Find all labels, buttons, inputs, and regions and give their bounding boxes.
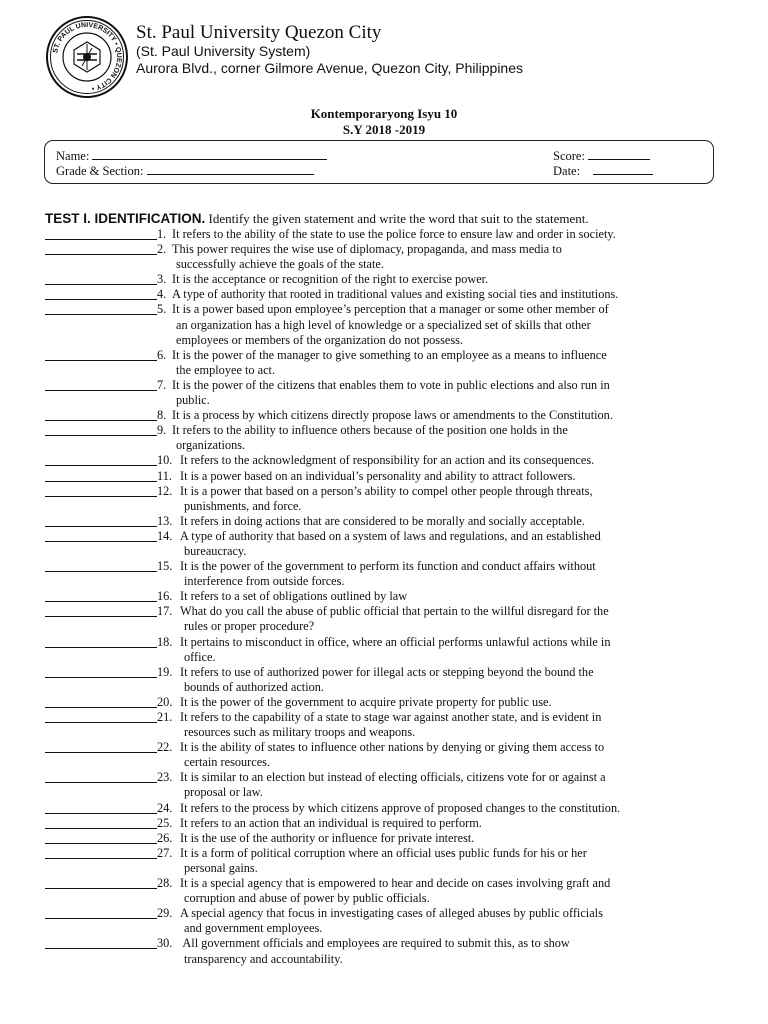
question-item bbox=[45, 801, 735, 816]
answer-blank[interactable] bbox=[45, 695, 157, 708]
question-text-line: What do you call the abuse of public official that pertain to the willful disregard for the bbox=[180, 604, 609, 619]
question-number: 26. bbox=[157, 830, 173, 845]
question-number: 1. bbox=[157, 227, 167, 241]
question-item bbox=[45, 936, 735, 966]
question-text-line: personal gains. bbox=[184, 860, 258, 875]
question-text-line: It refers to the capability of a state to stage war against another state, and is evident in bbox=[180, 710, 602, 724]
answer-blank[interactable] bbox=[45, 559, 157, 572]
question-item bbox=[45, 876, 735, 906]
question-number: 23. bbox=[157, 770, 173, 785]
question-text-line: It is a process by which citizens directly propose laws or amendments to the Constitution. bbox=[172, 408, 613, 423]
question-number: 10. bbox=[157, 453, 173, 468]
answer-blank[interactable] bbox=[45, 272, 157, 285]
answer-blank[interactable] bbox=[45, 529, 157, 542]
question-text-line: organizations. bbox=[176, 438, 246, 453]
question-text-line: an organization has a high level of knowledge or a specialized set of skills that other bbox=[176, 317, 591, 332]
question-text-line: It refers to an action that an individual is required to perform. bbox=[180, 815, 482, 830]
date-label: Date: bbox=[553, 164, 581, 178]
answer-blank[interactable] bbox=[45, 348, 157, 361]
question-text-line: successfully achieve the goals of the state. bbox=[176, 257, 384, 272]
answer-blank[interactable] bbox=[45, 740, 157, 753]
grade-row bbox=[56, 163, 314, 179]
question-text-line: It is a power that based on a person’s ability to compel other people through threats, bbox=[180, 483, 593, 498]
question-item bbox=[45, 589, 735, 604]
question-text-line: A type of authority that based on a system of laws and regulations, and an established bbox=[180, 528, 601, 543]
question-text-line: This power requires the wise use of diplomacy, propaganda, and mass media to bbox=[172, 242, 562, 257]
question-text-line: It is a special agency that is empowered to hear and decide on cases involving graft and bbox=[180, 876, 611, 891]
question-number: 8. bbox=[157, 408, 167, 423]
question-text-line: It refers to the acknowledgment of responsibility for an action and its consequences. bbox=[180, 453, 595, 468]
question-text-line: interference from outside forces. bbox=[184, 574, 345, 589]
question-text-line: employees or members of the organization do not possess. bbox=[176, 332, 463, 347]
question-text-line: It is similar to an election but instead of electing officials, citizens vote for or against a bbox=[180, 770, 606, 785]
student-info-box bbox=[44, 140, 714, 184]
university-seal-logo bbox=[44, 14, 130, 100]
question-text-line: A type of authority that rooted in traditional values and existing social ties and institutions. bbox=[172, 287, 619, 302]
question-item bbox=[45, 665, 735, 695]
question-text-line: the employee to act. bbox=[176, 362, 276, 377]
answer-blank[interactable] bbox=[45, 589, 157, 602]
question-number: 19. bbox=[157, 664, 173, 679]
question-number: 22. bbox=[157, 740, 173, 755]
question-item bbox=[45, 272, 735, 287]
question-text-line: transparency and accountability. bbox=[184, 951, 343, 966]
question-item bbox=[45, 227, 735, 242]
question-item bbox=[45, 484, 735, 514]
answer-blank[interactable] bbox=[45, 710, 157, 723]
answer-blank[interactable] bbox=[45, 816, 157, 829]
answer-blank[interactable] bbox=[45, 831, 157, 844]
question-text-line: It is the power of the manager to give something to an employee as a means to influence bbox=[172, 347, 607, 362]
university-system: (St. Paul University System) bbox=[136, 43, 311, 59]
question-number: 29. bbox=[157, 906, 173, 921]
question-number: 18. bbox=[157, 634, 173, 649]
question-text-line: corruption and abuse of power by public officials. bbox=[184, 891, 430, 906]
question-item bbox=[45, 604, 735, 634]
answer-blank[interactable] bbox=[45, 484, 157, 497]
answer-blank[interactable] bbox=[45, 242, 157, 255]
question-text-line: It is a power based on an individual’s personality and ability to attract followers. bbox=[180, 468, 576, 483]
answer-blank[interactable] bbox=[45, 635, 157, 648]
question-item bbox=[45, 423, 735, 453]
question-item bbox=[45, 831, 735, 846]
answer-blank[interactable] bbox=[45, 846, 157, 859]
grade-label: Grade & Section: bbox=[56, 164, 144, 178]
question-number: 20. bbox=[157, 694, 173, 709]
question-text-line: rules or proper procedure? bbox=[184, 619, 315, 634]
answer-blank[interactable] bbox=[45, 408, 157, 421]
grade-field[interactable] bbox=[147, 163, 314, 175]
answer-blank[interactable] bbox=[45, 378, 157, 391]
answer-blank[interactable] bbox=[45, 936, 157, 949]
question-number: 6. bbox=[157, 347, 167, 362]
question-item bbox=[45, 740, 735, 770]
date-row bbox=[553, 163, 653, 179]
question-text-line: office. bbox=[184, 649, 216, 664]
question-item bbox=[45, 514, 735, 529]
question-text-line: It is the power of the government to acquire private property for public use. bbox=[180, 694, 552, 709]
answer-blank[interactable] bbox=[45, 227, 157, 240]
answer-blank[interactable] bbox=[45, 453, 157, 466]
svg-text:ST. PAUL UNIVERSITY • QUEZON C: ST. PAUL UNIVERSITY • QUEZON CITY • bbox=[52, 21, 123, 92]
question-number: 5. bbox=[157, 302, 167, 317]
question-number: 30. bbox=[157, 936, 173, 951]
question-text-line: It is the use of the authority or influence for private interest. bbox=[180, 830, 475, 845]
answer-blank[interactable] bbox=[45, 876, 157, 889]
answer-blank[interactable] bbox=[45, 906, 157, 919]
answer-blank[interactable] bbox=[45, 665, 157, 678]
question-item bbox=[45, 469, 735, 484]
question-text-line: It is the acceptance or recognition of the right to exercise power. bbox=[172, 272, 489, 287]
question-text-line: It is a power based upon employee’s perception that a manager or some other member of bbox=[172, 302, 609, 317]
question-text-line: resources such as military troops and weapons. bbox=[184, 725, 416, 740]
question-text-line: punishments, and force. bbox=[184, 498, 302, 513]
name-field[interactable] bbox=[92, 148, 327, 160]
question-text-line: It refers to a set of obligations outlined by law bbox=[180, 589, 408, 604]
question-number: 28. bbox=[157, 876, 173, 891]
question-text-line: All government officials and employees are required to submit this, as to show bbox=[180, 936, 570, 951]
question-item bbox=[45, 348, 735, 378]
answer-blank[interactable] bbox=[45, 423, 157, 436]
test-heading bbox=[45, 211, 589, 227]
university-name: St. Paul University Quezon City bbox=[136, 22, 382, 43]
answer-blank[interactable] bbox=[45, 469, 157, 482]
identification-items bbox=[45, 227, 735, 967]
answer-blank[interactable] bbox=[45, 770, 157, 783]
question-item bbox=[45, 710, 735, 740]
question-text-line: It is a form of political corruption where an official uses public funds for his or her bbox=[180, 845, 587, 860]
question-number: 24. bbox=[157, 800, 173, 815]
question-text-line: public. bbox=[176, 393, 210, 408]
question-item bbox=[45, 302, 735, 347]
question-item bbox=[45, 453, 735, 468]
question-item bbox=[45, 529, 735, 559]
question-item bbox=[45, 287, 735, 302]
question-number: 16. bbox=[157, 589, 173, 604]
answer-blank[interactable] bbox=[45, 287, 157, 300]
name-row bbox=[56, 148, 327, 164]
question-number: 21. bbox=[157, 710, 173, 724]
question-number: 11. bbox=[157, 468, 172, 483]
question-text-line: It is the power of the government to perform its function and conduct affairs without bbox=[180, 559, 596, 574]
question-item bbox=[45, 378, 735, 408]
question-text-line: certain resources. bbox=[184, 755, 271, 770]
answer-blank[interactable] bbox=[45, 514, 157, 527]
university-address: Aurora Blvd., corner Gilmore Avenue, Quezon City, Philippines bbox=[136, 60, 524, 76]
question-text-line: It is the ability of states to influence other nations by denying or giving them access to bbox=[180, 740, 605, 755]
exam-subject: Kontemporaryong Isyu 10 bbox=[310, 106, 458, 121]
question-number: 4. bbox=[157, 287, 167, 302]
exam-school-year: S.Y 2018 -2019 bbox=[342, 122, 426, 137]
question-number: 25. bbox=[157, 815, 173, 830]
question-text-line: and government employees. bbox=[184, 921, 323, 936]
document-header bbox=[0, 0, 768, 90]
answer-blank[interactable] bbox=[45, 604, 157, 617]
question-text-line: proposal or law. bbox=[184, 785, 263, 800]
answer-blank[interactable] bbox=[45, 302, 157, 315]
question-item bbox=[45, 770, 735, 800]
question-number: 2. bbox=[157, 242, 167, 257]
question-item bbox=[45, 906, 735, 936]
question-text-line: It refers to the ability of the state to use the police force to ensure law and order in society. bbox=[172, 227, 616, 241]
question-text-line: A special agency that focus in investigating cases of alleged abuses by public officials bbox=[180, 906, 603, 921]
question-number: 17. bbox=[157, 604, 173, 619]
question-text-line: It pertains to misconduct in office, where an official performs unlawful actions while in bbox=[180, 634, 611, 649]
question-number: 12. bbox=[157, 483, 173, 498]
question-item bbox=[45, 635, 735, 665]
question-text-line: It refers to use of authorized power for illegal acts or stepping beyond the bound the bbox=[180, 664, 594, 679]
score-row bbox=[553, 148, 650, 164]
score-label: Score: bbox=[553, 149, 585, 163]
question-item bbox=[45, 559, 735, 589]
question-number: 27. bbox=[157, 845, 173, 860]
test-label: TEST I. IDENTIFICATION. bbox=[45, 211, 206, 226]
question-item bbox=[45, 846, 735, 876]
question-item bbox=[45, 242, 735, 272]
question-number: 13. bbox=[157, 513, 173, 528]
question-item bbox=[45, 408, 735, 423]
question-number: 3. bbox=[157, 272, 167, 287]
score-field[interactable] bbox=[588, 148, 650, 160]
question-number: 7. bbox=[157, 377, 167, 392]
question-item bbox=[45, 816, 735, 831]
question-text-line: bureaucracy. bbox=[184, 543, 247, 558]
question-text-line: It refers to the ability to influence others because of the position one holds in the bbox=[172, 423, 568, 438]
question-text-line: It refers in doing actions that are considered to be morally and socially acceptable. bbox=[180, 513, 585, 528]
question-text-line: bounds of authorized action. bbox=[184, 679, 325, 694]
question-number: 14. bbox=[157, 528, 173, 543]
name-label: Name: bbox=[56, 149, 90, 163]
answer-blank[interactable] bbox=[45, 801, 157, 814]
question-text-line: It is the power of the citizens that enables them to vote in public elections and also run in bbox=[172, 377, 610, 392]
question-text-line: It refers to the process by which citizens approve of proposed changes to the constitution. bbox=[180, 800, 621, 815]
question-item bbox=[45, 695, 735, 710]
question-number: 9. bbox=[157, 423, 167, 438]
test-instruction: Identify the given statement and write the word that suit to the statement. bbox=[208, 211, 589, 226]
date-field[interactable] bbox=[593, 163, 653, 175]
question-number: 15. bbox=[157, 559, 173, 574]
